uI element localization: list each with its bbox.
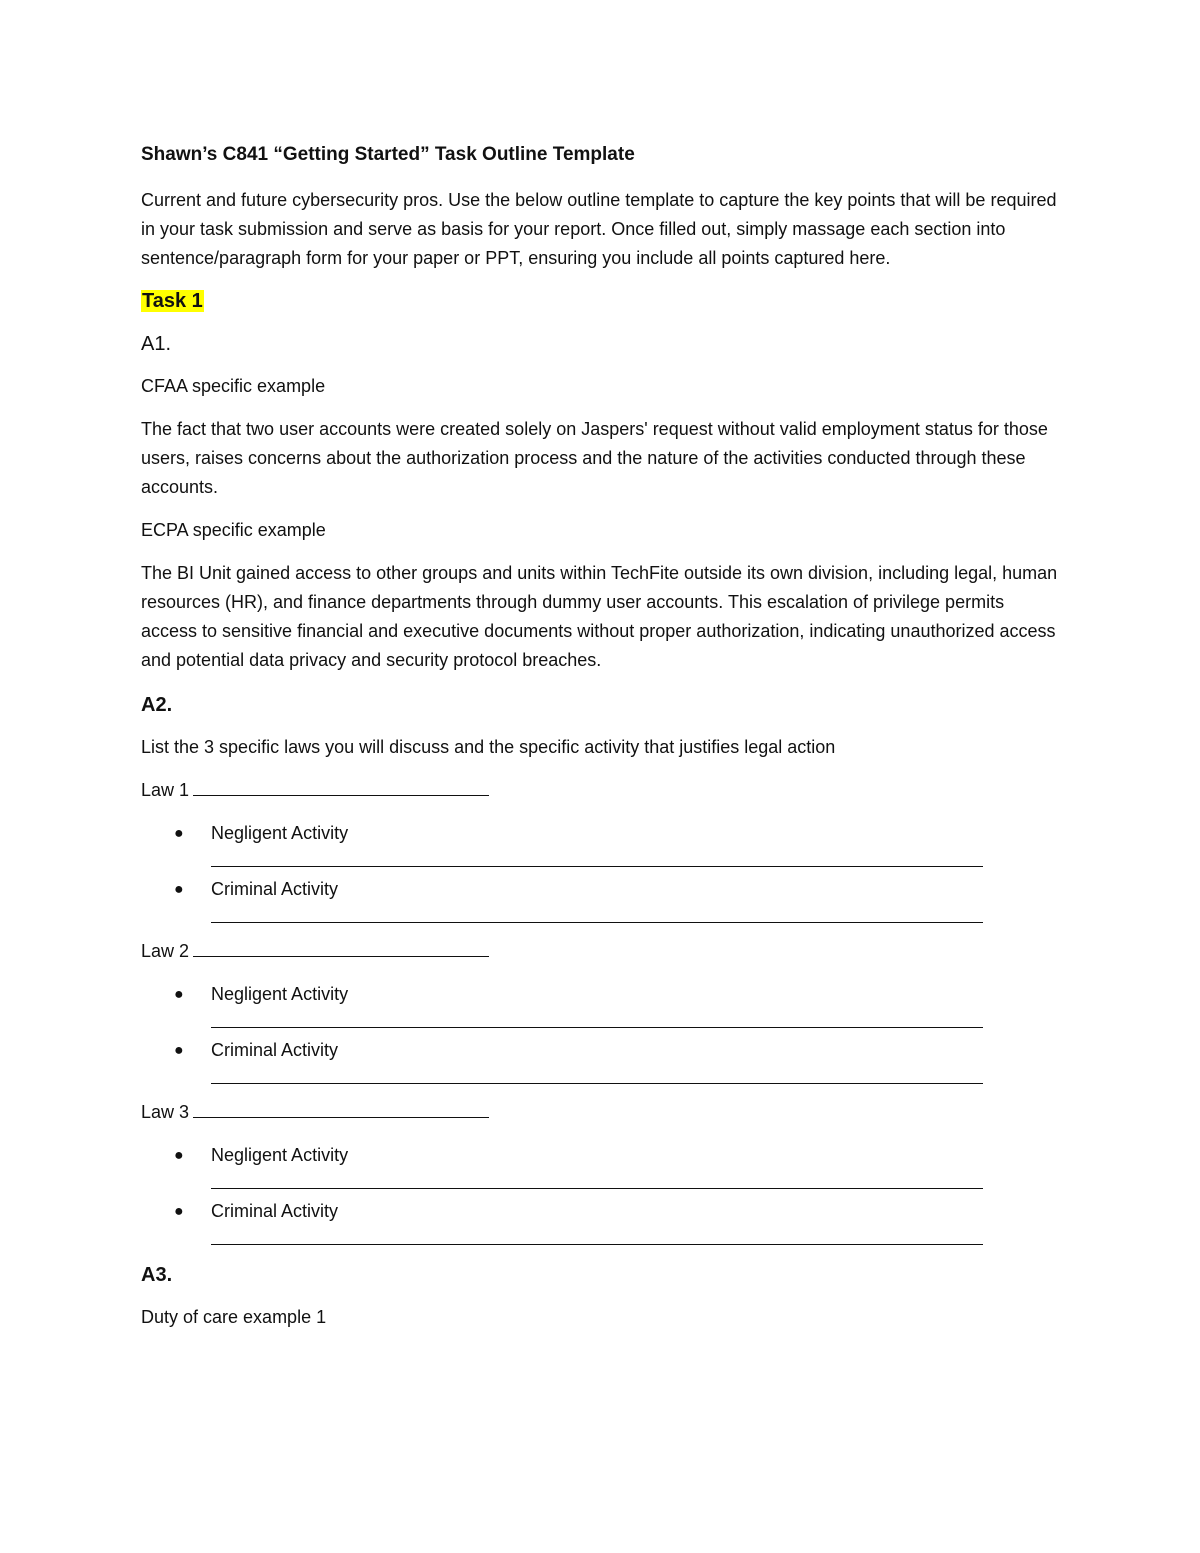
law-line [141,937,1061,966]
bullet-icon: ● [174,1042,184,1059]
law-blank-line [193,938,489,957]
criminal-activity-label: Criminal Activity [211,1040,339,1060]
law-label: Law 1 [141,780,190,800]
duty-of-care-label: Duty of care example 1 [141,1307,327,1327]
ecpa-label: ECPA specific example [141,520,326,540]
list-item [141,1141,1061,1189]
task-heading-highlight: Task 1 [142,290,203,312]
section-a3-heading: A3. [141,1264,173,1286]
bullet-icon: ● [174,881,184,898]
bullet-icon: ● [174,1147,184,1164]
list-item [141,819,1061,867]
negligent-activity-label: Negligent Activity [211,1145,349,1165]
cfaa-label: CFAA specific example [141,376,326,396]
law-label: Law 2 [141,941,190,961]
list-item [141,1197,1061,1245]
list-item [141,980,1061,1028]
activity-blank-line [211,1226,983,1245]
law-line [141,776,1061,805]
law-activities-list [141,980,1061,1084]
document-title: Shawn’s C841 “Getting Started” Task Outline Template [141,144,635,165]
activity-blank-line [211,848,983,867]
criminal-activity-label: Criminal Activity [211,1201,339,1221]
law-label: Law 3 [141,1102,190,1122]
negligent-activity-label: Negligent Activity [211,823,349,843]
section-a2-heading: A2. [141,694,173,716]
law-activities-list [141,1141,1061,1245]
law-blank-line [193,1099,489,1118]
list-item [141,875,1061,923]
law-blank-line [193,777,489,796]
law-line [141,1098,1061,1127]
cfaa-paragraph: The fact that two user accounts were created solely on Jaspers' request without valid employment status for those users, raises concerns about the authorization process and the nature of the activities conducted through these accounts. [141,419,1048,497]
document-content [141,140,1061,1346]
bullet-icon: ● [174,1203,184,1220]
bullet-icon: ● [174,986,184,1003]
activity-blank-line [211,904,983,923]
intro-paragraph: Current and future cybersecurity pros. Use the below outline template to capture the key points that will be required in your task submission and serve as basis for your report. Once filled out, simply massage each section into sentence/paragraph form for your paper or PPT, ensuring you include all points captured here. [141,190,1057,268]
activity-blank-line [211,1065,983,1084]
criminal-activity-label: Criminal Activity [211,879,339,899]
task-heading [141,287,1061,316]
a2-instruction: List the 3 specific laws you will discuss and the specific activity that justifies legal action [141,737,836,757]
activity-blank-line [211,1170,983,1189]
list-item [141,1036,1061,1084]
law-activities-list [141,819,1061,923]
section-a1-heading: A1. [141,333,172,355]
negligent-activity-label: Negligent Activity [211,984,349,1004]
ecpa-paragraph: The BI Unit gained access to other groups and units within TechFite outside its own division, including legal, human resources (HR), and finance departments through dummy user accounts. This escalation of privilege permits access to sensitive financial and executive documents without proper authorization, indicating unauthorized access and potential data privacy and security protocol breaches. [141,563,1058,670]
bullet-icon: ● [174,825,184,842]
activity-blank-line [211,1009,983,1028]
